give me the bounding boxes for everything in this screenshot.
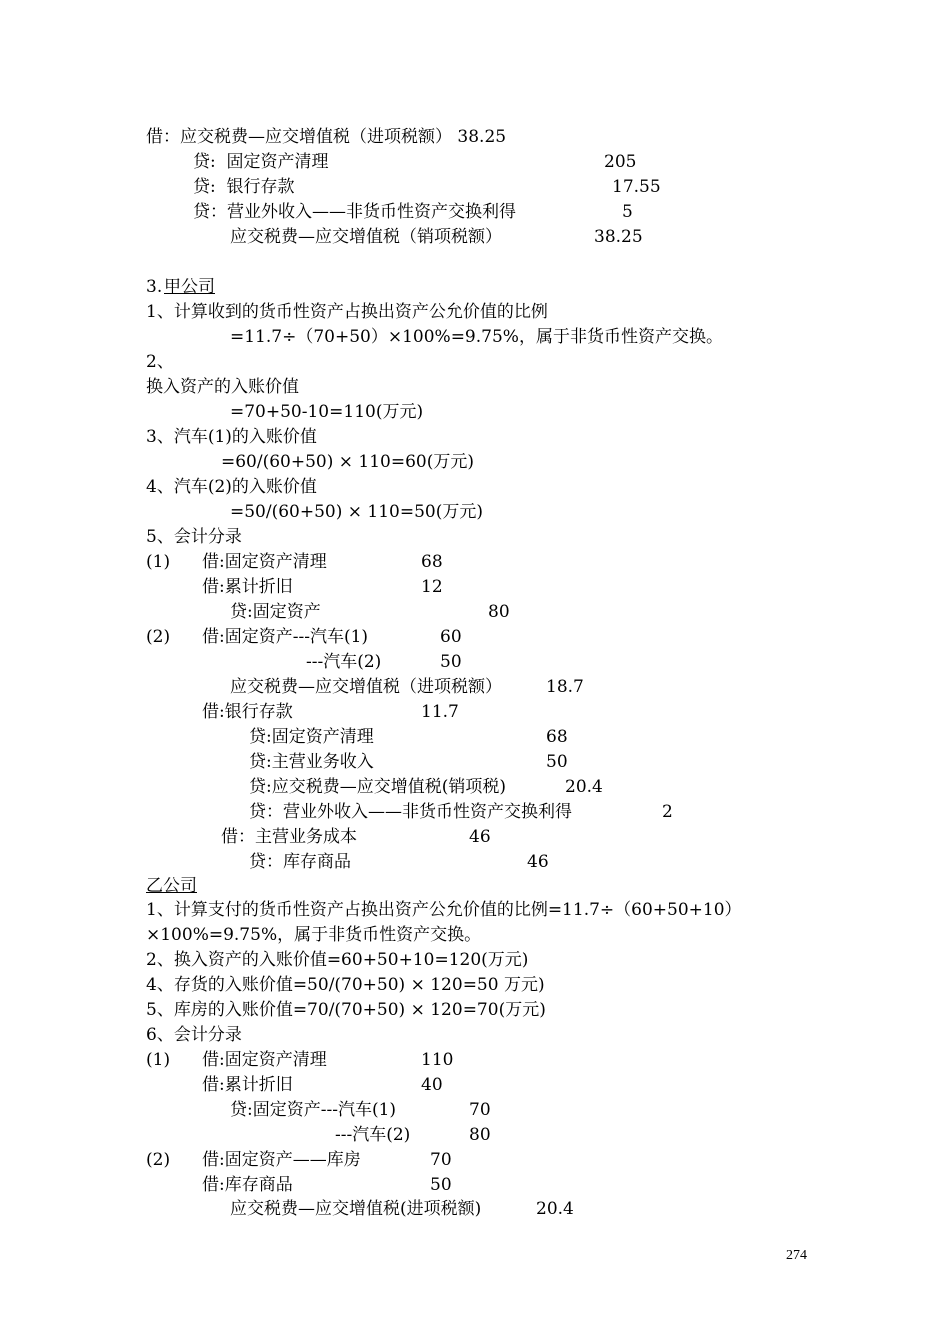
text-line: ---汽车(2) — [306, 652, 382, 672]
text-line: 借:银行存款 — [202, 702, 293, 722]
text-line: 应交税费—应交增值税（销项税额） — [230, 227, 502, 247]
text-line: 贷：库存商品 — [249, 852, 351, 872]
amount: 11.7 — [421, 702, 459, 722]
entry-number: (2) — [146, 627, 171, 647]
text-line: ---汽车(2) — [335, 1125, 411, 1145]
amount: 68 — [546, 727, 568, 747]
amount: 80 — [488, 602, 510, 622]
amount: 70 — [430, 1150, 452, 1170]
text-line: 贷: 银行存款 — [193, 177, 295, 197]
amount: 46 — [527, 852, 549, 872]
text-line: 借:固定资产清理 — [202, 552, 327, 572]
section-heading-jia: 甲公司 — [164, 277, 215, 297]
text-line: 应交税费—应交增值税（进项税额） — [230, 677, 502, 697]
page-number: 274 — [786, 1248, 807, 1263]
text-line: =70+50-10=110(万元) — [230, 402, 424, 422]
amount: 12 — [421, 577, 443, 597]
amount: 50 — [430, 1175, 452, 1195]
text-line: 4、汽车(2)的入账价值 — [146, 477, 317, 497]
amount: 5 — [622, 202, 633, 222]
amount: 50 — [440, 652, 462, 672]
section-number: 3. — [146, 277, 163, 297]
text-line: 借:固定资产---汽车(1) — [202, 627, 369, 647]
amount: 110 — [421, 1050, 454, 1070]
amount: 80 — [469, 1125, 491, 1145]
text-line: 1、计算支付的货币性资产占换出资产公允价值的比例=11.7÷（60+50+10） — [146, 900, 742, 920]
amount: 17.55 — [612, 177, 661, 197]
text-line: 贷:应交税费—应交增值税(销项税) — [249, 777, 506, 797]
text-line: 贷:主营业务收入 — [249, 752, 374, 772]
text-line: 贷:固定资产清理 — [249, 727, 374, 747]
text-line: 借:库存商品 — [202, 1175, 293, 1195]
text-line: 贷:固定资产---汽车(1) — [230, 1100, 397, 1120]
text-line: 5、库房的入账价值=70/(70+50) × 120=70(万元) — [146, 1000, 546, 1020]
text-line: 应交税费—应交增值税(进项税额) — [230, 1199, 482, 1219]
text-line: 借：应交税费—应交增值税（进项税额） 38.25 — [146, 127, 507, 147]
text-line: 换入资产的入账价值 — [146, 377, 299, 397]
amount: 205 — [604, 152, 637, 172]
text-line: 贷：营业外收入——非货币性资产交换利得 — [193, 202, 516, 222]
amount: 70 — [469, 1100, 491, 1120]
text-line: 1、计算收到的货币性资产占换出资产公允价值的比例 — [146, 302, 548, 322]
amount: 20.4 — [565, 777, 603, 797]
entry-number: (2) — [146, 1150, 171, 1170]
amount: 50 — [546, 752, 568, 772]
amount: 60 — [440, 627, 462, 647]
text-line: 贷：营业外收入——非货币性资产交换利得 — [249, 802, 572, 822]
amount: 2 — [662, 802, 673, 822]
text-line: 借:固定资产清理 — [202, 1050, 327, 1070]
text-line: 3、汽车(1)的入账价值 — [146, 427, 317, 447]
text-line: 贷: 固定资产清理 — [193, 152, 329, 172]
amount: 20.4 — [536, 1199, 574, 1219]
text-line: 借:累计折旧 — [202, 1075, 293, 1095]
text-line: 6、会计分录 — [146, 1025, 242, 1045]
amount: 46 — [469, 827, 491, 847]
text-line: 2、换入资产的入账价值=60+50+10=120(万元) — [146, 950, 529, 970]
amount: 38.25 — [594, 227, 643, 247]
text-line: 借:固定资产——库房 — [202, 1150, 361, 1170]
section-heading-yi: 乙公司 — [146, 876, 197, 896]
text-line: 借：主营业务成本 — [221, 827, 357, 847]
text-line: ×100%=9.75%，属于非货币性资产交换。 — [146, 925, 482, 945]
text-line: =50/(60+50) × 110=50(万元) — [230, 502, 484, 522]
text-line: 借:累计折旧 — [202, 577, 293, 597]
text-line: 贷:固定资产 — [230, 602, 321, 622]
entry-number: (1) — [146, 1050, 171, 1070]
amount: 68 — [421, 552, 443, 572]
text-line: 2、 — [146, 352, 174, 372]
amount: 18.7 — [546, 677, 584, 697]
text-line: 5、会计分录 — [146, 527, 242, 547]
amount: 40 — [421, 1075, 443, 1095]
entry-number: (1) — [146, 552, 171, 572]
text-line: =60/(60+50) × 110=60(万元) — [221, 452, 475, 472]
text-line: 4、存货的入账价值=50/(70+50) × 120=50 万元) — [146, 975, 545, 995]
text-line: =11.7÷（70+50）×100%=9.75%，属于非货币性资产交换。 — [230, 327, 723, 347]
